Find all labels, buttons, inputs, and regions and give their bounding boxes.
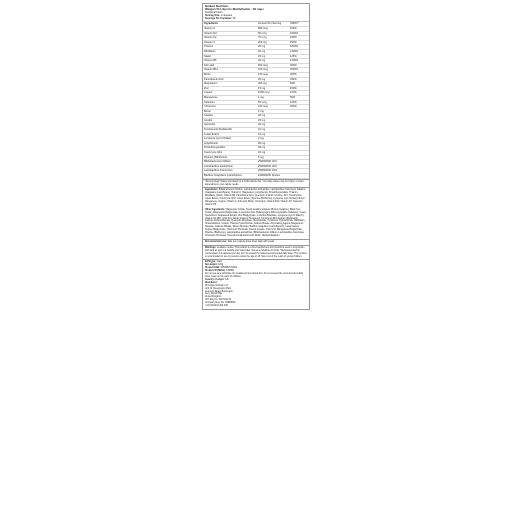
nutrient-name: Niacin: [203, 54, 257, 59]
supplement-facts-label: [202, 3, 310, 310]
label-header: [203, 4, 309, 22]
nutrient-amount: 250000000 CFU: [257, 169, 289, 174]
nutrient-amount: 100000000 Spores: [257, 174, 289, 179]
nutrient-amount: 200 mg: [257, 82, 289, 87]
other-ingredients-text: Magnesium Citrate, Fresh Gelatine Capsule (Bovine Gelatine), Black Iron Oxide), Magnesium Bisglycinate, L-Ascorbic Acid, Bulking Agent (Microcrystalline Cellulose), Green Tea Extract, Grapeseed Extract, Zinc Bisglycinate, L-Choline Bitartrate, Lycopene (Lyc-O-Mato®), Vitamin K2 MK7 (Vital K2), Deltal, Calcium Tocotrienol, Tocotrienol-Rich Extract (DeltaGold), Calcium D-Pantothenate, Quercetin Dihydrate, Nicotinamide, Pyridoxine Hydrochloride, Riboflavin, Cholecalciferol, Inositol, Thiamin Hydrochloride, Sodium Borate, Anti-Caking Agents (Magnesium Stearate, Calcium Silicate, Silicon Dioxide), Bacillus coagulans (LactoSpore®), Lutein Esters, Copper Bisglycinate, Chromium Picolinate, Retinyl Acetate, Folic Acid, Manganese Bisglycinate, Piperine (BioPerine), Lactobacillus acidophilus, Bifidobacterium bifidum, Lactobacillus rhamnosus, Chromium Picolinate, Pteroylmonoglutamic Acid, Biotin, Methylcobalamin.: [205, 208, 306, 237]
detail-value: 126g: [218, 264, 224, 267]
distributor-line: Common Road, Bunningon,: [205, 290, 234, 293]
nutrient-dv: 150%: [289, 86, 309, 91]
nutrient-amount: 800 mcg: [257, 27, 289, 32]
nutrient-amount: 20 mg: [257, 59, 289, 64]
nutrient-amount: 5 mg: [257, 155, 289, 160]
nutrient-dv: 1429%: [289, 49, 309, 54]
nutrient-name: Boron: [203, 109, 257, 114]
footnote: *Percent Daily Values are based on a 2,000 calorie diet. Your daily values may be higher or lower depending on your calorie needs.: [203, 179, 309, 188]
nutrient-name: Proanthocyanidins: [203, 146, 257, 151]
detail-value: 5055587672621: [220, 267, 238, 270]
serving-size-value: 1 capsules: [220, 14, 233, 18]
nutrient-name: Quercetin: [203, 123, 257, 128]
nutrient-amount: 150 mcg: [257, 72, 289, 77]
nutrient-name: Coenzyme Q10: [203, 151, 257, 156]
ingredients-text: Bifidobacterium bifidum, Lactobacillus acidophilus, Lactobacillus rhamnosus, Bacillus Coagulans (LactoSpore), Vitamin C, Magnesium, polyphenols, Proanthocyanidins, Thiamin, Riboflavin, Niacin, Vitamin B6, Pantothenic Acid, Quercetin, Inositol, Choline, Zinc, Tocotrienols, Lutein Esters, Coenzyme Q10, Lutein Esters, Piperine (BioPerine), Lycopene (Lyc-O-Mato), Boron, Manganese, Copper, Vitamin A, folic acid, Biotin, Chromium, Vitamin B12, Vitamin K2, Selenium, Vitamin D3: [205, 189, 306, 206]
details-list: [205, 261, 307, 273]
nutrient-name: Vitamin C: [203, 40, 257, 45]
nutrient-amount: 55 mcg: [257, 100, 289, 105]
country-value: GB: [225, 278, 229, 281]
storage-text: Do not use as a substitute for a balanced and varied diet. Do not exceed the recommended daily dose. Keep out of reach of children.: [205, 273, 304, 278]
recommended-label: Recommended use:: [205, 240, 227, 243]
ingredients-block: [203, 187, 309, 239]
detail-label: Product EAN:: [205, 267, 220, 270]
dv-header: %NRV*: [289, 22, 309, 26]
nutrient-amount: 20 mg: [257, 54, 289, 59]
nutrient-name: Lactobacillus acidophilus: [203, 164, 257, 169]
nutrient-amount: 10 mg: [257, 132, 289, 137]
nutrient-name: Inositol: [203, 118, 257, 123]
nutrient-dv: 100%: [289, 91, 309, 96]
nutrient-name: Biotin: [203, 72, 257, 77]
warnings-block: [203, 245, 309, 260]
nutrient-amount: 2 mg: [257, 109, 289, 114]
nutrient-amount: 1 mg: [257, 95, 289, 100]
nutrient-dv: 250%: [289, 40, 309, 45]
nutrient-name: Vitamin B6: [203, 59, 257, 64]
nutrient-name: Vitamin K2: [203, 36, 257, 41]
servings-value: 90: [232, 17, 236, 21]
distributor-label: Distributor:: [205, 281, 218, 284]
other-ingredients-label: Other Ingredients:: [205, 208, 225, 211]
nutrient-amount: 20 mg: [257, 49, 289, 54]
servings-label: Servings Per Container:: [205, 17, 233, 21]
minerals-section: [203, 82, 309, 178]
nutrient-amount: 20 mg: [257, 45, 289, 50]
manufacturer-note: Nutritional Facts: [205, 11, 223, 15]
nutrient-amount: 75 mcg: [257, 36, 289, 41]
distributor-line: +44 (0)01234 400 338: [205, 305, 228, 308]
nutrient-amount: 15 mg: [257, 86, 289, 91]
nutrient-name: Riboflavin: [203, 49, 257, 54]
nutrient-amount: 20 mg: [257, 123, 289, 128]
distributor-line: Prosupps Nutrition Ltd: [205, 284, 228, 287]
warnings-text: Guidance notice: This product is a food supplement and should be used in conjunction with food as part of a healthy and varied diet. Not as a substitute for food. *Recommended for consumption 1-2 capsules per day. Do not exceed the stated recommended daily dose. This product is not intended for use by persons under the age of 18. Store out of the reach of young children.: [205, 246, 307, 258]
nutrient-name: Chromium: [203, 105, 257, 110]
distributor-address: [205, 285, 307, 308]
detail-label: Net weight:: [205, 264, 218, 267]
nutrient-dv: 1000%: [289, 31, 309, 36]
nutrient-dv: 1818%: [289, 45, 309, 50]
nutrient-amount: 20 mg: [257, 77, 289, 82]
ingredients-label: Ingredients:: [205, 189, 219, 192]
details-block: [203, 259, 309, 309]
nutrient-dv: 1429%: [289, 59, 309, 64]
nutrient-name: Selenium: [203, 100, 257, 105]
nutrient-name: Vitamin A: [203, 27, 257, 32]
nutrient-name: Manganese: [203, 95, 257, 100]
amount-header: Amount Per Serving: [257, 22, 289, 26]
nutrient-dv: 333%: [289, 77, 309, 82]
nutrient-name: Lutein Esters: [203, 132, 257, 137]
serving-size-label: Serving Size:: [205, 14, 221, 18]
nutrient-amount: 20 mg: [257, 118, 289, 123]
warnings-label: Warnings:: [205, 246, 217, 249]
distributor-line: Unit 11 Chessington Park: [205, 287, 231, 290]
detail-value: Caps: [216, 261, 222, 264]
nutrient-name: Zinc: [203, 86, 257, 91]
nutrient-amount: 50 mcg: [257, 31, 289, 36]
servings-per-container: [205, 17, 307, 20]
nutrient-dv: 250%: [289, 105, 309, 110]
nutrient-name: Bifidobacterium bifidum: [203, 160, 257, 165]
nutrient-dv: 300%: [289, 72, 309, 77]
nutrient-name: Choline: [203, 114, 257, 119]
vitamins-section: [203, 27, 309, 82]
nutrient-name: Vitamin D3: [203, 31, 257, 36]
nutrient-amount: 3 mg: [257, 137, 289, 142]
nutrient-name: polyphenols: [203, 141, 257, 146]
nutrient-dv: 100%: [289, 100, 309, 105]
nutrient-dv: 50%: [289, 95, 309, 100]
distributor-line: Kent, DG16 5SE: [205, 293, 222, 296]
nutrient-amount: 100 mcg: [257, 105, 289, 110]
nutrient-dv: 100%: [289, 36, 309, 41]
nutrient-name: Lycopene (Lyc-O-Mato): [203, 137, 257, 142]
nutrient-name: Tocotrienols (DeltaGold): [203, 128, 257, 133]
nutrient-name: folic acid: [203, 63, 257, 68]
detail-label: Product ID (SHEJ):: [205, 270, 226, 273]
nutrient-name: Pantothenic Acid: [203, 77, 257, 82]
nutrient-name: Piperine (BioPerine): [203, 155, 257, 160]
nutrient-amount: 90 mg: [257, 141, 289, 146]
nutrient-dv: 125%: [289, 54, 309, 59]
mineral-row: [203, 174, 309, 179]
nutrient-dv: 300%: [289, 63, 309, 68]
nutrient-dv: 4000%: [289, 68, 309, 73]
nutrient-amount: 1000 mcg: [257, 91, 289, 96]
detail-label: EAN type:: [205, 261, 216, 264]
nutrient-name: Thiamin: [203, 45, 257, 50]
nutrient-amount: 90 mg: [257, 146, 289, 151]
brand-name: Bulked Nutrition: [205, 4, 229, 8]
distributor-line: Company Reg. No. 09908822: [205, 302, 236, 305]
nutrient-name: Copper: [203, 91, 257, 96]
distributor-line: United Kingdom: [205, 296, 222, 299]
nutrient-name: Magnesium: [203, 82, 257, 87]
nutrient-amount: 100 mcg: [257, 68, 289, 73]
nutrient-amount: 600 mcg: [257, 63, 289, 68]
nutrient-amount: 200 mg: [257, 40, 289, 45]
nutrient-name: Bacillus Coagulans (LactoSpore): [203, 174, 257, 179]
nutrient-dv: 100%: [289, 27, 309, 32]
nutrient-dv: 53%: [289, 82, 309, 87]
nutrient-amount: 10 mg: [257, 151, 289, 156]
product-name: Weigan Pro Sports Multivitamin - 90 caps: [205, 7, 264, 12]
nutrient-amount: 20 mg: [257, 114, 289, 119]
nutrient-amount: 250000000 CFU: [257, 164, 289, 169]
nutrition-table: [203, 22, 309, 178]
ingredients-header: Ingredients: [203, 22, 257, 26]
nutrient-dv: [289, 174, 309, 179]
nutrient-amount: 10 mg: [257, 128, 289, 133]
nutrient-amount: 250000000 CFU: [257, 160, 289, 165]
detail-value: F32850: [226, 270, 234, 273]
country-label: Country of origin:: [205, 278, 225, 281]
recommended-text: Take one capsule three times daily with meals.: [227, 240, 275, 243]
nutrient-name: Vitamin B12: [203, 68, 257, 73]
nutrient-name: Lactobacillus rhamnosus: [203, 169, 257, 174]
distributor-line: VAT Reg No. 346 5412 41: [205, 299, 232, 302]
